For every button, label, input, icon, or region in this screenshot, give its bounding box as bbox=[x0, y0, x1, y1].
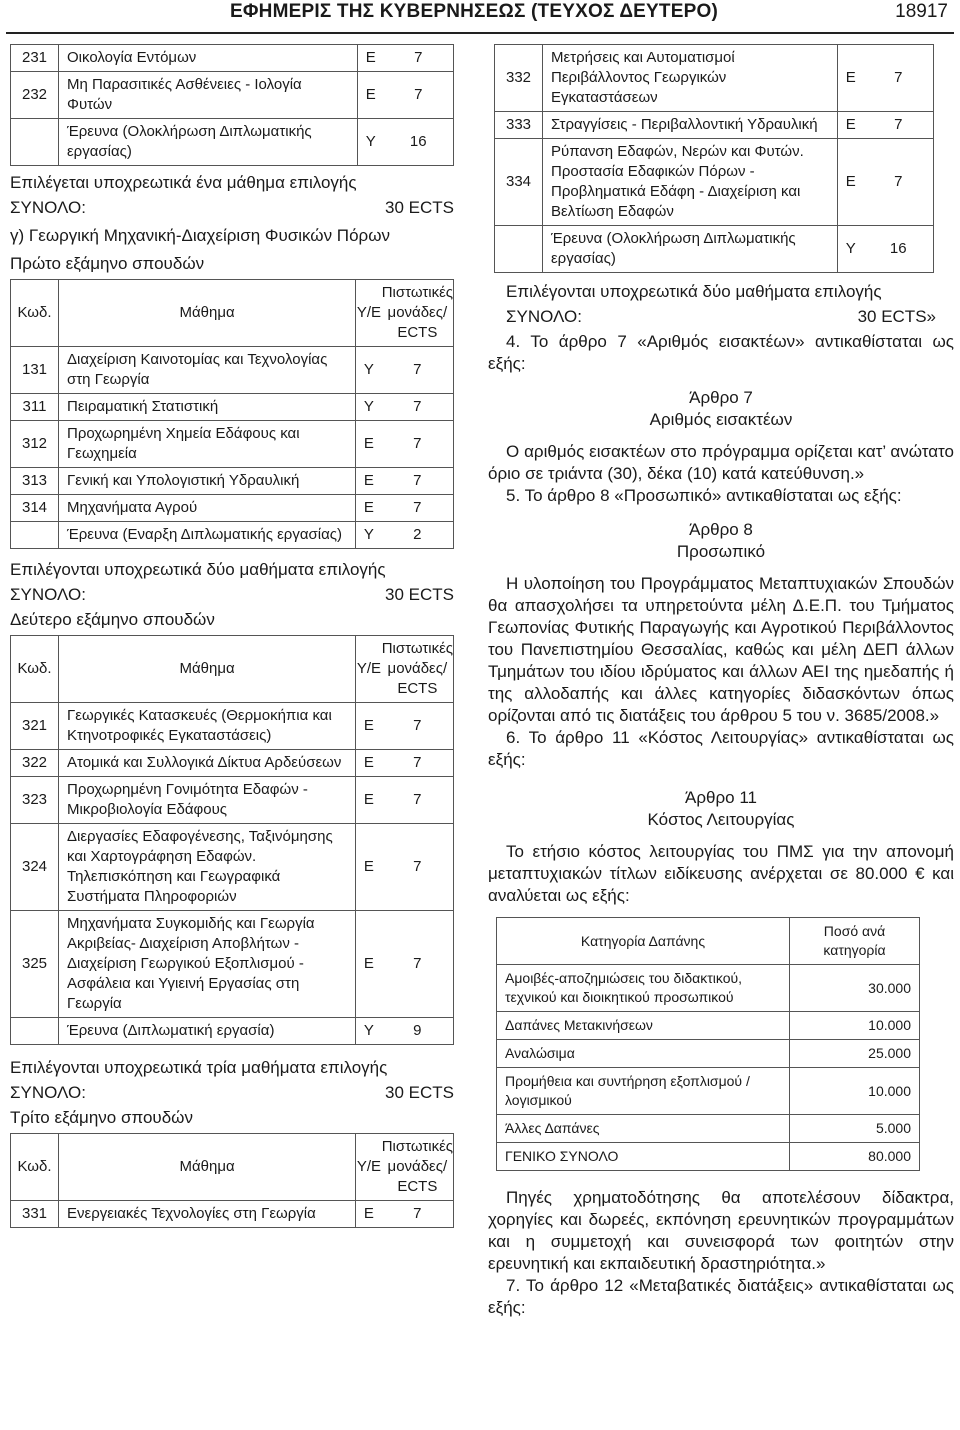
course-row bbox=[11, 347, 454, 394]
course-title: Γενική και Υπολογιστική Υδραυλική bbox=[59, 468, 356, 495]
course-row bbox=[11, 750, 454, 777]
course-title: Γεωργικές Κατασκευές (Θερμοκήπια και Κτηνοτροφικές Εγκαταστάσεις) bbox=[59, 703, 356, 750]
article-7-title: Άρθρο 7 bbox=[689, 388, 753, 407]
course-type: Ε bbox=[838, 139, 864, 226]
course-row bbox=[11, 119, 454, 166]
course-ects: 7 bbox=[384, 72, 454, 119]
course-row bbox=[495, 139, 934, 226]
course-row bbox=[11, 1201, 454, 1228]
course-type: Ε bbox=[356, 495, 382, 522]
course-type: Υ bbox=[356, 347, 382, 394]
course-ects: 7 bbox=[382, 421, 454, 468]
course-ects: 7 bbox=[864, 45, 934, 112]
course-type: Υ bbox=[356, 522, 382, 549]
th-course: Μάθημα bbox=[59, 636, 356, 703]
course-title: Έρευνα (Διπλωματική εργασία) bbox=[59, 1018, 356, 1045]
course-type: Ε bbox=[356, 1201, 382, 1228]
course-ects: 2 bbox=[382, 522, 454, 549]
course-ects: 7 bbox=[382, 468, 454, 495]
course-title: Οικολογία Εντόμων bbox=[59, 45, 358, 72]
course-title: Προχωρημένη Χημεία Εδάφους και Γεωχημεία bbox=[59, 421, 356, 468]
course-ects: 9 bbox=[382, 1018, 454, 1045]
total-4: ΣΥΝΟΛΟ: 30 ECTS» bbox=[506, 307, 936, 326]
course-code: 334 bbox=[495, 139, 543, 226]
th-ects: Πιστωτικές μονάδες/ ECTS bbox=[382, 636, 454, 703]
course-row bbox=[11, 421, 454, 468]
course-row bbox=[11, 72, 454, 119]
course-ects: 7 bbox=[382, 495, 454, 522]
course-ects: 7 bbox=[382, 777, 454, 824]
course-title: Μετρήσεις και Αυτοματισμοί Περιβάλλοντος Γεωργικών Εγκαταστάσεων bbox=[543, 45, 838, 112]
article-7-subtitle: Αριθμός εισακτέων bbox=[649, 410, 793, 429]
course-type: Ε bbox=[356, 777, 382, 824]
course-title: Προχωρημένη Γονιμότητα Εδαφών - Μικροβιολογία Εδάφους bbox=[59, 777, 356, 824]
article-8-title: Άρθρο 8 bbox=[689, 520, 753, 539]
course-type: Ε bbox=[356, 468, 382, 495]
course-table-4 bbox=[10, 1133, 454, 1228]
section-title-c: γ) Γεωργική Μηχανική-Διαχείριση Φυσικών Πόρων bbox=[10, 226, 390, 245]
course-type: Ε bbox=[356, 750, 382, 777]
course-row bbox=[11, 911, 454, 1018]
course-row bbox=[495, 226, 934, 273]
table-header-row bbox=[11, 280, 454, 347]
course-table-2 bbox=[10, 279, 454, 549]
course-row bbox=[11, 394, 454, 421]
course-ects: 7 bbox=[382, 824, 454, 911]
th-ye: Υ/Ε bbox=[356, 280, 382, 347]
course-code: 314 bbox=[11, 495, 59, 522]
total-2: ΣΥΝΟΛΟ: 30 ECTS bbox=[10, 585, 454, 604]
right-column bbox=[488, 44, 954, 1319]
cost-category: Άλλες Δαπάνες bbox=[497, 1115, 790, 1143]
paragraph-6: 6. Το άρθρο 11 «Κόστος Λειτουργίας» αντικαθίσταται ως εξής: bbox=[488, 728, 954, 769]
course-title: Ατομικά και Συλλογικά Δίκτυα Αρδεύσεων bbox=[59, 750, 356, 777]
course-title: Έρευνα (Ολοκλήρωση Διπλωματικής εργασίας) bbox=[59, 119, 358, 166]
course-type: Υ bbox=[356, 394, 382, 421]
cost-amount: 10.000 bbox=[790, 1068, 920, 1115]
th-code: Κωδ. bbox=[11, 280, 59, 347]
total-3: ΣΥΝΟΛΟ: 30 ECTS bbox=[10, 1083, 454, 1102]
course-ects: 7 bbox=[864, 139, 934, 226]
table-header-row bbox=[11, 1134, 454, 1201]
cost-amount: 10.000 bbox=[790, 1012, 920, 1040]
course-ects: 7 bbox=[382, 911, 454, 1018]
th-ye: Υ/Ε bbox=[356, 1134, 382, 1201]
course-code: 331 bbox=[11, 1201, 59, 1228]
course-row bbox=[11, 468, 454, 495]
page-number: 18917 bbox=[895, 1, 948, 22]
th-course: Μάθημα bbox=[59, 1134, 356, 1201]
course-table-3 bbox=[10, 635, 454, 1045]
course-code bbox=[495, 226, 543, 273]
course-row bbox=[11, 777, 454, 824]
cost-amount: 30.000 bbox=[790, 965, 920, 1012]
th-code: Κωδ. bbox=[11, 1134, 59, 1201]
article-11-subtitle: Κόστος Λειτουργίας bbox=[647, 810, 795, 829]
course-code bbox=[11, 119, 59, 166]
note-4: Επιλέγονται υποχρεωτικά δύο μαθήματα επιλογής bbox=[506, 282, 882, 301]
th-ects: Πιστωτικές μονάδες/ ECTS bbox=[382, 280, 454, 347]
course-code: 313 bbox=[11, 468, 59, 495]
cost-th-category: Κατηγορία Δαπάνης bbox=[497, 918, 790, 965]
course-title: Ενεργειακές Τεχνολογίες στη Γεωργία bbox=[59, 1201, 356, 1228]
course-code bbox=[11, 1018, 59, 1045]
course-type: Ε bbox=[356, 824, 382, 911]
cost-category: Αμοιβές-αποζημιώσεις του διδακτικού, τεχνικού και διοικητικού προσωπικού bbox=[497, 965, 790, 1012]
course-ects: 7 bbox=[382, 394, 454, 421]
cost-category: Δαπάνες Μετακινήσεων bbox=[497, 1012, 790, 1040]
course-code: 325 bbox=[11, 911, 59, 1018]
article-8-subtitle: Προσωπικό bbox=[676, 542, 766, 561]
article-8-body: Η υλοποίηση του Προγράμματος Μεταπτυχιακών Σπουδών θα απασχολήσει τα υπηρετούντα μέλη Δ.Ε.Π. του Τμήματος Γεωπονίας Φυτικής Παραγωγής και Αγροτικού Περιβάλλοντος του Πανεπιστημίου Θεσσαλίας, καθώς και μέλη ΔΕΠ άλλων Τμημάτων του ιδίου ιδρύματος και άλλων ΑΕΙ της ημεδαπής ή της αλλοδαπής και άλλες κατηγορίες διδασκόντων όπως ορίζονται από τις διατάξεις του άρθρου 5 του ν. 3685/2008.» bbox=[488, 574, 954, 725]
cost-row bbox=[497, 965, 920, 1012]
course-code: 322 bbox=[11, 750, 59, 777]
paragraph-7: 7. Το άρθρο 12 «Μεταβατικές διατάξεις» αντικαθίσταται ως εξής: bbox=[488, 1276, 954, 1317]
course-title: Έρευνα (Ολοκλήρωση Διπλωματικής εργασίας) bbox=[543, 226, 838, 273]
total-1: ΣΥΝΟΛΟ: 30 ECTS bbox=[10, 198, 454, 217]
th-course: Μάθημα bbox=[59, 280, 356, 347]
cost-row bbox=[497, 1068, 920, 1115]
note-2: Επιλέγονται υποχρεωτικά δύο μαθήματα επιλογής bbox=[10, 560, 386, 579]
course-title: Ρύπανση Εδαφών, Νερών και Φυτών. Προστασία Εδαφικών Πόρων - Προβληματικά Εδάφη - Διαχείριση και Βελτίωση Εδαφών bbox=[543, 139, 838, 226]
course-type: Ε bbox=[356, 911, 382, 1018]
course-ects: 7 bbox=[382, 703, 454, 750]
cost-row bbox=[497, 1012, 920, 1040]
semester-1-title: Πρώτο εξάμηνο σπουδών bbox=[10, 254, 205, 273]
course-table-1 bbox=[10, 44, 454, 166]
course-code: 311 bbox=[11, 394, 59, 421]
note-3: Επιλέγονται υποχρεωτικά τρία μαθήματα επιλογής bbox=[10, 1058, 388, 1077]
course-ects: 7 bbox=[384, 45, 454, 72]
th-ye: Υ/Ε bbox=[356, 636, 382, 703]
course-ects: 7 bbox=[382, 750, 454, 777]
paragraph-4: 4. Το άρθρο 7 «Αριθμός εισακτέων» αντικαθίσταται ως εξής: bbox=[488, 332, 954, 373]
course-code: 231 bbox=[11, 45, 59, 72]
course-code bbox=[11, 522, 59, 549]
cost-th-amount: Ποσό ανά κατηγορία bbox=[790, 918, 920, 965]
page-header bbox=[0, 0, 960, 24]
course-type: Ε bbox=[358, 72, 384, 119]
course-ects: 7 bbox=[382, 1201, 454, 1228]
article-11-body: Το ετήσιο κόστος λειτουργίας του ΠΜΣ για την απονομή μεταπτυχιακών τίτλων ειδίκευσης ανέρχεται σε 80.000 € και αναλύεται ως εξής: bbox=[488, 842, 954, 905]
course-type: Υ bbox=[356, 1018, 382, 1045]
course-code: 323 bbox=[11, 777, 59, 824]
course-ects: 7 bbox=[382, 347, 454, 394]
cost-row bbox=[497, 1143, 920, 1171]
header-rule bbox=[6, 32, 954, 34]
cost-category: Αναλώσιμα bbox=[497, 1040, 790, 1068]
course-title: Μη Παρασιτικές Ασθένειες - Ιολογία Φυτών bbox=[59, 72, 358, 119]
course-title: Πειραματική Στατιστική bbox=[59, 394, 356, 421]
course-row bbox=[11, 1018, 454, 1045]
course-table-5 bbox=[494, 44, 934, 273]
course-code: 333 bbox=[495, 112, 543, 139]
course-title: Μηχανήματα Αγρού bbox=[59, 495, 356, 522]
course-type: Ε bbox=[356, 421, 382, 468]
paragraph-5: 5. Το άρθρο 8 «Προσωπικό» αντικαθίσταται ως εξής: bbox=[506, 486, 902, 505]
course-code: 321 bbox=[11, 703, 59, 750]
course-title: Έρευνα (Εναρξη Διπλωματικής εργασίας) bbox=[59, 522, 356, 549]
course-ects: 16 bbox=[384, 119, 454, 166]
cost-category: ΓΕΝΙΚΟ ΣΥΝΟΛΟ bbox=[497, 1143, 790, 1171]
cost-row bbox=[497, 1040, 920, 1068]
course-ects: 16 bbox=[864, 226, 934, 273]
course-type: Υ bbox=[838, 226, 864, 273]
semester-3-title: Τρίτο εξάμηνο σπουδών bbox=[10, 1108, 193, 1127]
course-ects: 7 bbox=[864, 112, 934, 139]
th-ects: Πιστωτικές μονάδες/ ECTS bbox=[382, 1134, 454, 1201]
gazette-title: ΕΦΗΜΕΡΙΣ ΤΗΣ ΚΥΒΕΡΝΗΣΕΩΣ (ΤΕΥΧΟΣ ΔΕΥΤΕΡΟ) bbox=[230, 1, 718, 22]
cost-category: Προμήθεια και συντήρηση εξοπλισμού / λογισμικού bbox=[497, 1068, 790, 1115]
cost-amount: 80.000 bbox=[790, 1143, 920, 1171]
course-row bbox=[495, 112, 934, 139]
course-title: Μηχανήματα Συγκομιδής και Γεωργία Ακριβείας- Διαχείριση Αποβλήτων - Διαχείριση Γεωργικού Εξοπλισμού - Ασφάλεια και Υγιεινή Εργασίας στη Γεωργία bbox=[59, 911, 356, 1018]
table-header-row bbox=[11, 636, 454, 703]
th-code: Κωδ. bbox=[11, 636, 59, 703]
semester-2-title: Δεύτερο εξάμηνο σπουδών bbox=[10, 610, 215, 629]
course-code: 324 bbox=[11, 824, 59, 911]
course-row bbox=[11, 703, 454, 750]
course-row bbox=[11, 824, 454, 911]
course-row bbox=[11, 495, 454, 522]
course-title: Διεργασίες Εδαφογένεσης, Ταξινόμησης και Χαρτογράφηση Εδαφών. Τηλεπισκόπηση και Γεωγραφικά Συστήματα Πληροφοριών bbox=[59, 824, 356, 911]
article-11-title: Άρθρο 11 bbox=[685, 788, 757, 807]
course-title: Διαχείριση Καινοτομίας και Τεχνολογίας στη Γεωργία bbox=[59, 347, 356, 394]
course-row bbox=[495, 45, 934, 112]
course-row bbox=[11, 45, 454, 72]
cost-amount: 5.000 bbox=[790, 1115, 920, 1143]
cost-header-row bbox=[497, 918, 920, 965]
article-7-body: Ο αριθμός εισακτέων στο πρόγραμμα ορίζεται κατ’ ανώτατο όριο σε τριάντα (30), δέκα (10) κατά κατεύθυνση.» bbox=[488, 442, 954, 483]
course-code: 232 bbox=[11, 72, 59, 119]
course-code: 131 bbox=[11, 347, 59, 394]
course-title: Στραγγίσεις - Περιβαλλοντική Υδραυλική bbox=[543, 112, 838, 139]
cost-amount: 25.000 bbox=[790, 1040, 920, 1068]
course-type: Ε bbox=[838, 45, 864, 112]
cost-table bbox=[496, 917, 920, 1171]
course-type: Ε bbox=[356, 703, 382, 750]
left-column bbox=[10, 44, 472, 1228]
note-1: Επιλέγεται υποχρεωτικά ένα μάθημα επιλογής bbox=[10, 173, 357, 192]
course-type: Ε bbox=[358, 45, 384, 72]
funding-paragraph: Πηγές χρηματοδότησης θα αποτελέσουν δίδακτρα, χορηγίες και δωρεές, εκπόνηση ερευνητικών προγραμμάτων και η συμμετοχή και συνεισφορά των φοιτητών στην ερευνητική και εκπαιδευτική δραστηριότητα.» bbox=[488, 1188, 954, 1273]
cost-row bbox=[497, 1115, 920, 1143]
course-code: 312 bbox=[11, 421, 59, 468]
course-code: 332 bbox=[495, 45, 543, 112]
course-row bbox=[11, 522, 454, 549]
course-type: Ε bbox=[838, 112, 864, 139]
course-type: Υ bbox=[358, 119, 384, 166]
